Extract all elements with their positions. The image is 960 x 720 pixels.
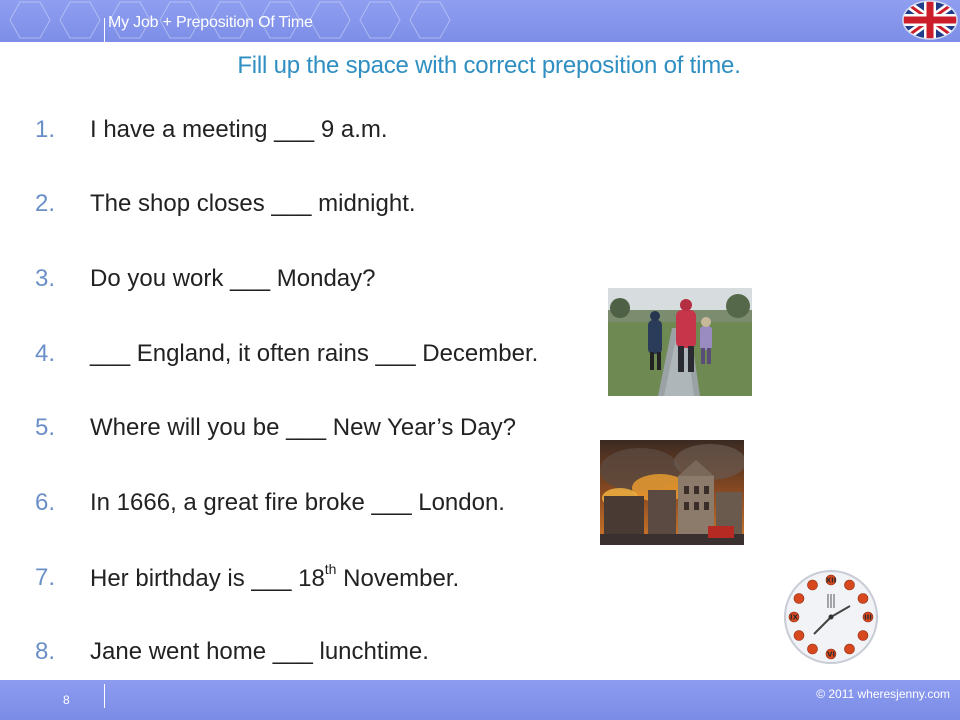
instruction-subtitle: Fill up the space with correct preposition of time. [237,52,741,79]
item-text [90,561,460,593]
header-divider [104,18,105,42]
item-number: 4. [35,340,56,367]
item-text: I have a meeting ___ 9 a.m. [90,116,388,143]
item-number: 2. [35,190,56,217]
uk-flag-icon [902,0,958,40]
london-fire-photo [600,440,744,545]
item-text-before: Her birthday is ___ 18 [90,565,325,592]
item-number: 3. [35,265,56,292]
svg-text:VI: VI [826,650,836,659]
item-text: The shop closes ___ midnight. [90,190,416,217]
item-number: 5. [35,414,56,441]
family-walking-in-rain-photo [608,288,752,396]
item-text-after: November. [336,565,460,592]
footer-divider [104,684,105,708]
item-text: ___ England, it often rains ___ December. [90,340,539,367]
page-number: 8 [63,693,70,707]
item-number: 8. [35,638,56,665]
clock-icon [782,568,880,666]
item-text: Jane went home ___ lunchtime. [90,638,429,665]
item-number: 6. [35,489,56,516]
header-bar [0,0,960,42]
svg-text:IX: IX [789,613,799,622]
item-text: Where will you be ___ New Year’s Day? [90,414,517,441]
item-text: Do you work ___ Monday? [90,265,376,292]
copyright-text: © 2011 wheresjenny.com [816,687,950,701]
ordinal-suffix: th [324,561,337,577]
svg-text:XII: XII [825,576,837,585]
item-number: 1. [35,116,56,143]
header-title: My Job + Preposition Of Time [108,14,313,31]
item-text: In 1666, a great fire broke ___ London. [90,489,505,516]
svg-text:III: III [864,613,872,622]
item-number: 7. [35,564,56,591]
